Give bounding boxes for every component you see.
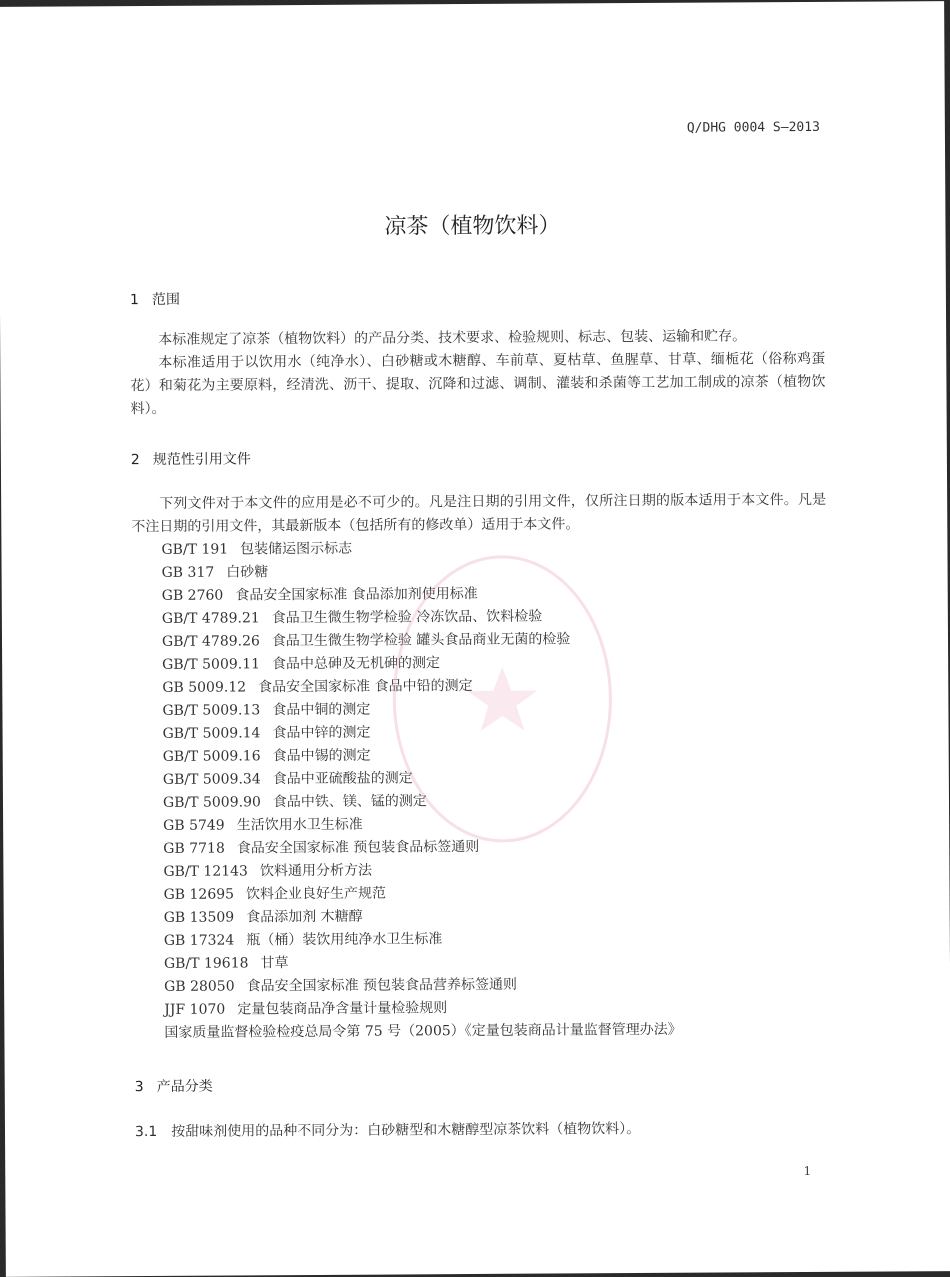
reference-code: GB/T 12143 — [163, 863, 248, 880]
list-item — [163, 835, 680, 861]
list-item — [162, 651, 679, 677]
reference-code: GB/T 5009.11 — [162, 656, 261, 673]
reference-code: GB 5009.12 — [162, 679, 247, 696]
reference-title: 食品安全国家标准 食品添加剂使用标准 — [235, 585, 478, 604]
reference-code: GB/T 5009.13 — [162, 702, 261, 719]
standard-code: Q/DHG 0004 S—2013 — [686, 119, 820, 136]
reference-code: GB/T 191 — [161, 541, 229, 558]
clause-3-1 — [135, 1118, 640, 1141]
document-page — [0, 1, 950, 1277]
reference-code: GB/T 4789.21 — [161, 610, 260, 627]
reference-code: GB/T 5009.14 — [162, 725, 261, 742]
section-title: 产品分类 — [156, 1078, 213, 1095]
page-number: 1 — [803, 1163, 812, 1179]
reference-title: 食品添加剂 木糖醇 — [246, 908, 363, 926]
list-item — [163, 789, 680, 815]
reference-title: 包装储运图示标志 — [240, 540, 353, 558]
reference-code: GB/T 5009.16 — [162, 748, 261, 765]
reference-title: 饮料通用分析方法 — [259, 862, 372, 880]
reference-code: GB 17324 — [163, 932, 235, 949]
section-number: 3 — [134, 1079, 144, 1096]
reference-title: 定量包装商品净含量计量检验规则 — [237, 1000, 448, 1018]
references-intro: 下列文件对于本文件的应用是必不可少的。凡是注日期的引用文件，仅所注日期的版本适用于本文件。凡是不注日期的引用文件，其最新版本（包括所有的修改单）适用于本文件。 — [131, 491, 827, 536]
section-heading-scope — [130, 289, 180, 309]
list-item — [163, 743, 680, 769]
list-item — [164, 927, 681, 953]
reference-code: GB 13509 — [163, 909, 235, 926]
reference-code: GB/T 4789.26 — [161, 633, 260, 650]
list-item — [163, 766, 680, 792]
reference-code: GB 5749 — [163, 817, 225, 834]
list-item — [163, 858, 680, 884]
reference-title: 食品中铁、镁、锰的测定 — [272, 793, 427, 811]
list-item — [162, 559, 679, 585]
list-item — [162, 628, 679, 654]
reference-code: GB/T 19618 — [163, 955, 249, 972]
reference-title: 生活饮用水卫生标准 — [236, 816, 363, 834]
reference-code: GB 317 — [161, 564, 215, 581]
reference-title: 食品卫生微生物学检验 罐头食品商业无菌的检验 — [271, 631, 571, 650]
list-item — [164, 904, 681, 930]
reference-title: 食品卫生微生物学检验 冷冻饮品、饮料检验 — [271, 608, 543, 627]
list-item — [162, 697, 679, 723]
reference-title: 甘草 — [260, 955, 289, 972]
section-title: 规范性引用文件 — [152, 451, 251, 468]
list-item — [162, 605, 679, 631]
document-title: 凉茶（植物饮料） — [384, 213, 561, 240]
scope-paragraph-1: 本标准规定了凉茶（植物饮料）的产品分类、技术要求、检验规则、标志、包装、运输和贮存。 — [158, 328, 747, 348]
list-item — [164, 996, 681, 1022]
section-heading-references — [131, 448, 251, 469]
section-number: 1 — [129, 292, 139, 309]
list-item — [163, 720, 680, 746]
list-item — [163, 812, 680, 838]
reference-code: GB/T 5009.34 — [162, 771, 261, 788]
list-item — [164, 973, 681, 999]
list-item — [163, 881, 680, 907]
reference-title: 饮料企业良好生产规范 — [245, 885, 387, 903]
reference-code: JJF 1070 — [164, 1001, 226, 1018]
reference-code: GB/T 5009.90 — [162, 794, 261, 811]
reference-title: 食品安全国家标准 食品中铅的测定 — [258, 678, 473, 696]
reference-code: GB 7718 — [163, 840, 225, 857]
clause-text: 按甜味剂使用的品种不同分为：白砂糖型和木糖醇型凉茶饮料（植物饮料）。 — [171, 1120, 641, 1140]
reference-list — [161, 536, 681, 1045]
reference-title: 食品中锌的测定 — [272, 724, 371, 742]
reference-code: GB 2760 — [161, 587, 224, 604]
list-item — [164, 950, 681, 976]
list-item — [161, 536, 678, 562]
section-title: 范围 — [151, 291, 180, 308]
reference-code: GB 12695 — [163, 886, 235, 903]
reference-code: GB 28050 — [164, 978, 235, 995]
reference-title: 食品中总砷及无机砷的测定 — [271, 655, 441, 673]
list-item — [162, 582, 679, 608]
reference-title: 食品安全国家标准 预包装食品营养标签通则 — [246, 976, 518, 995]
clause-number: 3.1 — [134, 1123, 158, 1141]
scope-paragraph-2: 本标准适用于以饮用水（纯净水）、白砂糖或木糖醇、车前草、夏枯草、鱼腥草、甘草、缅栀花（俗称鸡蛋花）和菊花为主要原料，经清洗、沥干、提取、沉降和过滤、调制、灌装和杀菌等工艺加工制成的凉茶（植物饮料）。 — [130, 350, 826, 418]
reference-title: 白砂糖 — [226, 564, 269, 581]
reference-title: 国家质量监督检验检疫总局令第 75 号（2005）《定量包装商品计量监督管理办法》 — [164, 1021, 682, 1041]
section-number: 2 — [130, 452, 140, 469]
list-item — [164, 1019, 681, 1045]
reference-title: 瓶（桶）装饮用纯净水卫生标准 — [246, 931, 443, 949]
list-item — [162, 674, 679, 700]
section-heading-classification — [135, 1076, 213, 1096]
reference-title: 食品中亚硫酸盐的测定 — [272, 770, 413, 788]
reference-title: 食品中锡的测定 — [272, 747, 371, 765]
reference-title: 食品安全国家标准 预包装食品标签通则 — [236, 838, 480, 857]
reference-title: 食品中铜的测定 — [272, 701, 371, 719]
